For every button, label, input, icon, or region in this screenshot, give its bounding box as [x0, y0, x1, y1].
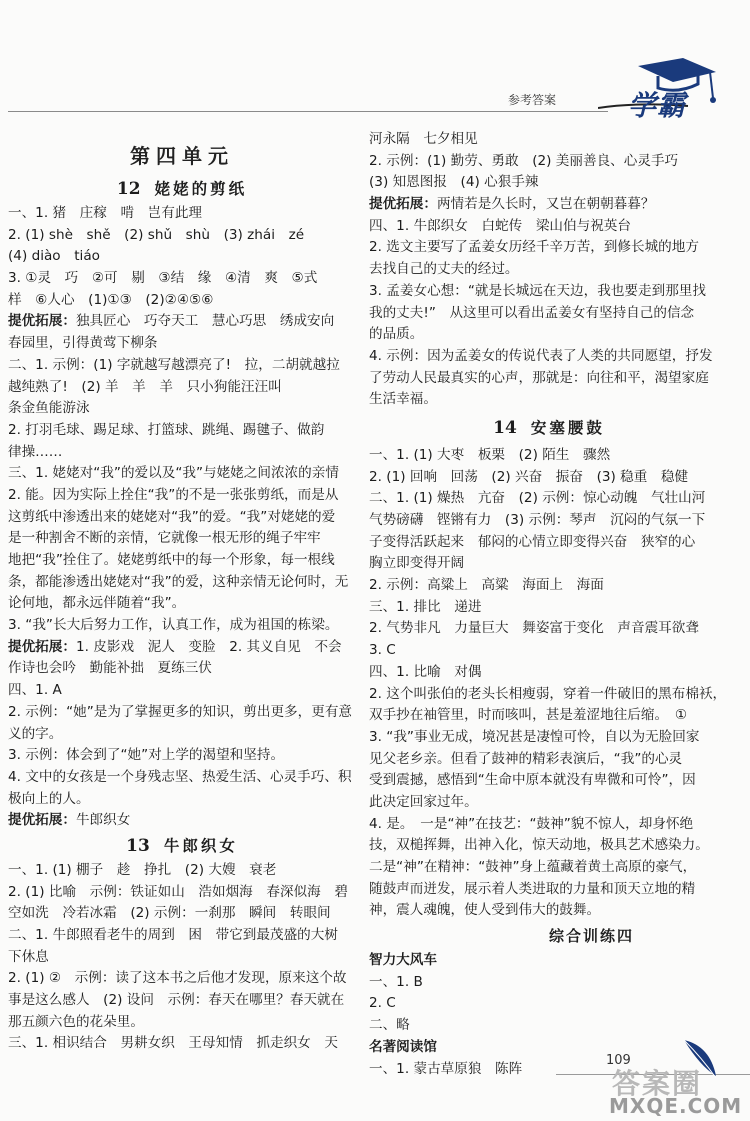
- lesson-number: 12: [116, 179, 141, 199]
- text-line: 越纯熟了! (2) 羊 羊 羊 只小狗能汪汪叫: [8, 378, 282, 395]
- answer-label: 参考答案: [508, 93, 557, 107]
- text-line: 2. 选文主要写了孟姜女历经千辛万苦，到修长城的地方: [369, 239, 699, 256]
- text-line: 事是这么感人 (2) 设问 示例：春天在哪里？春天就在: [8, 992, 345, 1009]
- text-line: 下休息: [8, 948, 49, 965]
- text-line: 那五颜六色的花朵里。: [8, 1013, 144, 1030]
- lesson-name: 牛郎织女: [163, 835, 238, 855]
- text-line: 春园里，引得黄莺下柳条: [8, 335, 158, 352]
- text-line: 一、1. 蒙古草原狼 陈阵: [369, 1060, 523, 1077]
- text-line: 四、1. 比喻 对偶: [369, 663, 482, 680]
- text-line: (4) diào tiáo: [8, 248, 100, 265]
- extension-label: 提优拓展：: [8, 638, 76, 655]
- header-rule: [8, 111, 608, 112]
- text-line: 条，都能渗透出姥姥对“我”的爱，这种亲情无论何时，无: [8, 573, 349, 590]
- text-line: 生活幸福。: [369, 391, 437, 408]
- page-number: 109: [606, 1053, 631, 1068]
- text-line: 我的丈夫!” 从这里可以看出孟姜女有坚持自己的信念: [369, 304, 695, 321]
- text-line: 4. 示例：因为孟姜女的传说代表了人类的共同愿望，抒发: [369, 347, 713, 364]
- zhili-title: 智力大风车: [369, 952, 437, 969]
- text-line: 2. (1) 比喻 示例：铁证如山 浩如烟海 春深似海 碧: [8, 883, 348, 900]
- text-line: 论何地，都永远伴随着“我”。: [8, 595, 186, 612]
- mingzhu-title: 名著阅读馆: [369, 1038, 437, 1055]
- text-line: 律操……: [8, 443, 63, 460]
- lesson-14-title: [369, 411, 729, 445]
- text-line: 双手抄在袖管里，时而咳叫，甚是羞涩地往后缩。 ①: [369, 707, 688, 724]
- text-line: 极向上的人。: [8, 790, 90, 807]
- review-title: 综合训练四: [548, 927, 634, 946]
- text-line: 二是“神”在精神：“鼓神”身上蕴藏着黄土高原的豪气，: [369, 859, 697, 875]
- text-line: 的品质。: [369, 326, 424, 343]
- lesson-12-title: [8, 175, 356, 203]
- logo-text: 学霸: [628, 89, 687, 122]
- text-line: 3. “我”长大后努力工作，认真工作，成为祖国的栋梁。: [8, 617, 339, 634]
- text-line: 2. 这个叫张伯的老头长相瘦弱，穿着一件破旧的黑布棉袄，: [369, 685, 727, 702]
- extension-label: 提优拓展：: [369, 196, 437, 213]
- text-line: 2. C: [369, 995, 396, 1012]
- extension-label: 提优拓展：: [8, 812, 76, 829]
- text-line: 随鼓声而迸发，展示着人类进取的力量和顶天立地的精: [369, 880, 696, 897]
- text-line: 2. 气势非凡 力量巨大 舞姿富于变化 声音震耳欲聋: [369, 620, 699, 637]
- text-line: 义的字。: [8, 725, 63, 742]
- text-line: 3. 示例：体会到了“她”对上学的渴望和坚持。: [8, 747, 285, 764]
- text-line: 气势磅礴 铿锵有力 (3) 示例：琴声 沉闷的气氛一下: [369, 512, 706, 528]
- text-line: 3. ①灵 巧 ②可 剔 ③结 缘 ④清 爽 ⑤式: [8, 270, 318, 287]
- text-line: 3. 孟姜女心想：“就是长城远在天边，我也要走到那里找: [369, 282, 706, 299]
- text-line: 一、1. (1) 棚子 趁 挣扎 (2) 大嫂 衰老: [8, 861, 277, 878]
- text-line: 四、1. 牛郎织女 白蛇传 梁山伯与祝英台: [369, 217, 631, 234]
- text-line: 二、1. 示例：(1) 字就越写越漂亮了! 拉，二胡就越拉: [8, 356, 340, 373]
- text-line: 是一种割舍不断的亲情，它就像一根无形的绳子牢牢: [8, 530, 321, 547]
- text-line: 2. 示例：高粱上 高粱 海面上 海面: [369, 577, 604, 594]
- text-line: 3. C: [369, 642, 396, 659]
- extension-line: [8, 637, 356, 659]
- text-line: 胸立即变得开阔: [369, 555, 465, 572]
- text-line: 见父老乡亲。但看了鼓神的精彩表演后，“我”的心灵: [369, 750, 683, 767]
- text-line: 2. 示例：“她”是为了掌握更多的知识，剪出更多，更有意: [8, 703, 353, 720]
- text-line: 四、1. A: [8, 682, 62, 699]
- extension-text: 独具匠心 巧夺天工 慧心巧思 绣成安向: [75, 313, 335, 330]
- text-line: 受到震撼，感悟到“生命中原本就没有卑微和可怜”，因: [369, 772, 696, 789]
- extension-text: 1. 皮影戏 泥人 变脸 2. 其义自见 不会: [75, 638, 342, 655]
- text-line: 4. 文中的女孩是一个身残志坚、热爱生活、心灵手巧、积: [8, 768, 352, 785]
- unit-title: 第四单元: [130, 144, 234, 168]
- lesson-name: 安塞腰鼓: [530, 417, 605, 437]
- text-line: 二、略: [369, 1017, 410, 1034]
- text-line: 这剪纸中渗透出来的姥姥对“我”的爱。“我”对姥姥的爱: [8, 508, 336, 525]
- text-line: 空如洗 冷若冰霜 (2) 示例：一刹那 瞬间 转眼间: [8, 905, 331, 922]
- page-header: [0, 0, 750, 130]
- text-line: 神，震人魂魄，使人受到伟大的鼓舞。: [369, 902, 601, 919]
- text-line: 4. 是。 一是“神”在技艺：“鼓神”貌不惊人，却身怀绝: [369, 815, 694, 832]
- lesson-number: 13: [126, 835, 150, 856]
- text-line: 二、1. 牛郎照看老牛的周到 困 带它到最茂盛的大树: [8, 927, 338, 943]
- text-line: 作诗也会吟 勤能补拙 夏练三伏: [8, 660, 212, 677]
- lesson-number: 14: [493, 417, 517, 438]
- extension-line: [369, 194, 729, 216]
- text-line: 二、1. (1) 燥热 亢奋 (2) 示例：惊心动魄 气壮山河: [369, 490, 706, 507]
- text-line: 一、1. (1) 大枣 板栗 (2) 陌生 骤然: [369, 446, 611, 463]
- text-line: 2. 示例：(1) 勤劳、勇敢 (2) 美丽善良、心灵手巧: [369, 152, 679, 169]
- text-line: 条金鱼能游泳: [8, 400, 90, 417]
- text-line: 2. 能。因为实际上拴住“我”的不是一张张剪纸，而是从: [8, 486, 339, 503]
- text-line: 地把“我”拴住了。姥姥剪纸中的每一个形象，每一根线: [8, 552, 335, 568]
- text-line: 了劳动人民最真实的心声，那就是：向往和平，渴望家庭: [369, 369, 709, 386]
- text-line: 去找自己的丈夫的经过。: [369, 261, 519, 278]
- extension-text: 牛郎织女: [75, 812, 131, 829]
- text-line: 3. “我”事业无成，境况甚是凄惶可怜，自以为无脸回家: [369, 728, 700, 745]
- right-column: [369, 129, 729, 1080]
- extension-label: 提优拓展：: [8, 313, 76, 330]
- text-line: 三、1. 相识结合 男耕女织 王母知情 抓走织女 天: [8, 1035, 338, 1052]
- text-line: 三、1. 排比 递进: [369, 598, 482, 615]
- watermark-url: MXQE.COM: [609, 1094, 743, 1118]
- text-line: 2. (1) ② 示例：读了这本书之后他才发现，原来这个故: [8, 970, 347, 987]
- text-line: 三、1. 姥姥对“我”的爱以及“我”与姥姥之间浓浓的亲情: [8, 465, 339, 482]
- text-line: 2. (1) 回响 回荡 (2) 兴奋 振奋 (3) 稳重 稳健: [369, 468, 689, 485]
- text-line: 一、1. B: [369, 973, 423, 990]
- watermark-text: 答案圈: [612, 1067, 703, 1100]
- text-line: 样 ⑥人心 (1)①③ (2)②④⑤⑥: [8, 291, 214, 308]
- extension-line: [8, 810, 356, 832]
- text-line: 子变得活跃起来 郁闷的心情立即变得兴奋 狭窄的心: [369, 533, 696, 550]
- extension-text: 两情若是久长时，又岂在朝朝暮暮？: [436, 196, 655, 213]
- extension-line: [8, 311, 356, 333]
- text-line: 此决定回家过年。: [369, 793, 478, 810]
- text-line: 一、1. 猪 庄稼 啃 岂有此理: [8, 205, 203, 221]
- text-line: 2. 打羽毛球、踢足球、打篮球、跳绳、踢毽子、做韵: [8, 421, 325, 438]
- text-line: 2. (1) shè shě (2) shǔ shù (3) zhái zé: [8, 226, 305, 243]
- lesson-13-title: [8, 832, 356, 860]
- text-line: 河永隔 七夕相见: [369, 131, 478, 147]
- text-line: 技，双槌挥舞，出神入化，惊天动地，极具艺术感染力。: [369, 837, 709, 854]
- lesson-name: 姥姥的剪纸: [154, 179, 248, 198]
- text-line: (3) 知恩图报 (4) 心狠手辣: [369, 174, 539, 191]
- left-column: [8, 141, 356, 1055]
